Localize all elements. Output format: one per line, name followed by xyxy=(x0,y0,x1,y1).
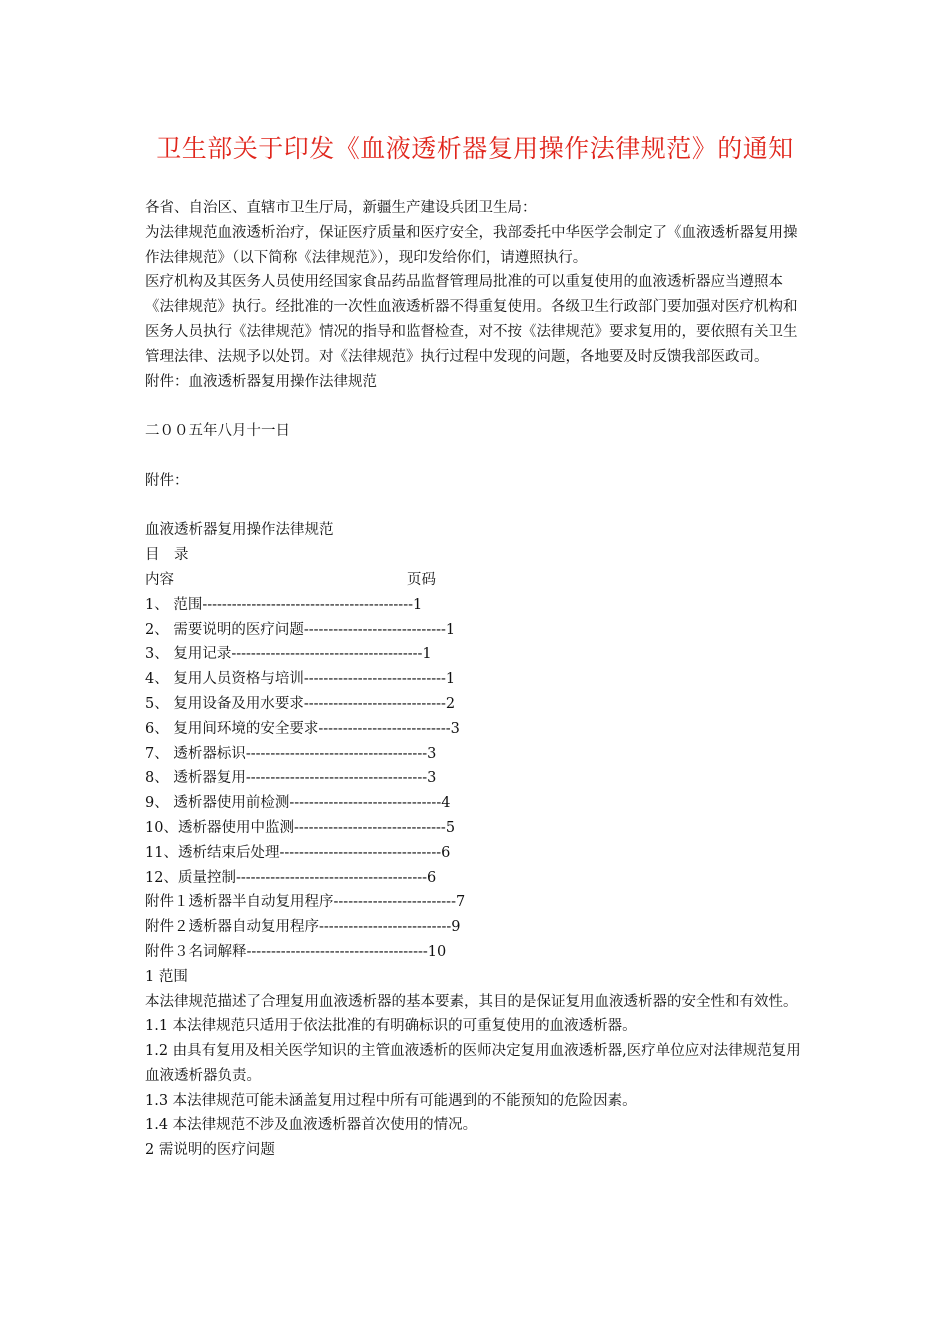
toc-entry: 附件１透析器半自动复用程序-------------------------7 xyxy=(145,894,466,911)
toc-entry: 附件２透析器自动复用程序---------------------------9 xyxy=(145,919,461,936)
spec-name: 血液透析器复用操作法律规范 xyxy=(145,522,334,539)
section-1-intro: 本法律规范描述了合理复用血液透析器的基本要素，其目的是保证复用血液透析器的安全性和有效性。 xyxy=(145,993,798,1010)
clause-1-3: 1.3 本法律规范可能未涵盖复用过程中所有可能遇到的不能预知的危险因素。 xyxy=(145,1092,637,1109)
toc-entry: 2、 需要说明的医疗问题-----------------------------1 xyxy=(145,621,456,638)
toc-entry: 9、 透析器使用前检测-------------------------------4 xyxy=(145,795,451,812)
toc-entry: 附件３名词解释-------------------------------------10 xyxy=(145,943,447,960)
toc-entry: 10、透析器使用中监测-------------------------------5 xyxy=(145,819,456,836)
toc-entry: 12、质量控制---------------------------------------6 xyxy=(145,869,437,886)
notice-paragraph-2: 医疗机构及其医务人员使用经国家食品药品监督管理局批准的可以重复使用的血液透析器应当遵照本《法律规范》执行。经批准的一次性血液透析器不得重复使用。各级卫生行政部门要加强对医疗机构和医务人员执行《法律规范》情况的指导和监督检查，对不按《法律规范》要求复用的，要依照有关卫生管理法律、法规予以处罚。对《法律规范》执行过程中发现的问题，各地要及时反馈我部医政司。 xyxy=(145,274,798,365)
toc-col-content: 内容 xyxy=(145,571,174,588)
toc-title: 目 录 xyxy=(145,547,189,564)
toc-entry: 11、透析结束后处理---------------------------------6 xyxy=(145,844,451,861)
toc-entry: 6、 复用间环境的安全要求---------------------------3 xyxy=(145,720,460,737)
toc-entry: 8、 透析器复用-------------------------------------3 xyxy=(145,770,437,787)
toc-header-row xyxy=(145,568,810,593)
toc-col-page: 页码 xyxy=(407,571,436,588)
issue-date: 二００五年八月十一日 xyxy=(145,423,290,440)
toc-entry: 7、 透析器标识-------------------------------------3 xyxy=(145,745,437,762)
document-body xyxy=(145,196,810,1163)
clause-1-2: 1.2 由具有复用及相关医学知识的主管血液透析的医师决定复用血液透析器,医疗单位应对法律规范复用血液透析器负责。 xyxy=(145,1043,801,1084)
attachment-label: 附件： xyxy=(145,472,189,489)
toc-entry: 5、 复用设备及用水要求-----------------------------2 xyxy=(145,695,456,712)
attachment-line: 附件：血液透析器复用操作法律规范 xyxy=(145,373,377,390)
toc-entry: 4、 复用人员资格与培训-----------------------------1 xyxy=(145,671,456,688)
toc-entry: 1、 范围-------------------------------------------1 xyxy=(145,596,423,613)
clause-1-4: 1.4 本法律规范不涉及血液透析器首次使用的情况。 xyxy=(145,1117,478,1134)
notice-paragraph-1: 为法律规范血液透析治疗，保证医疗质量和医疗安全，我部委托中华医学会制定了《血液透析器复用操作法律规范》（以下简称《法律规范》），现印发给你们，请遵照执行。 xyxy=(145,224,798,266)
salutation: 各省、自治区、直辖市卫生厅局，新疆生产建设兵团卫生局： xyxy=(145,200,537,216)
clause-1-1: 1.1 本法律规范只适用于依法批准的有明确标识的可重复使用的血液透析器。 xyxy=(145,1018,637,1035)
document-title: 卫生部关于印发《血液透析器复用操作法律规范》的通知 xyxy=(156,134,794,163)
section-2-title: 2 需说明的医疗问题 xyxy=(145,1142,275,1159)
section-1-title: 1 范围 xyxy=(145,968,188,985)
toc-entry: 3、 复用记录---------------------------------------1 xyxy=(145,646,432,663)
